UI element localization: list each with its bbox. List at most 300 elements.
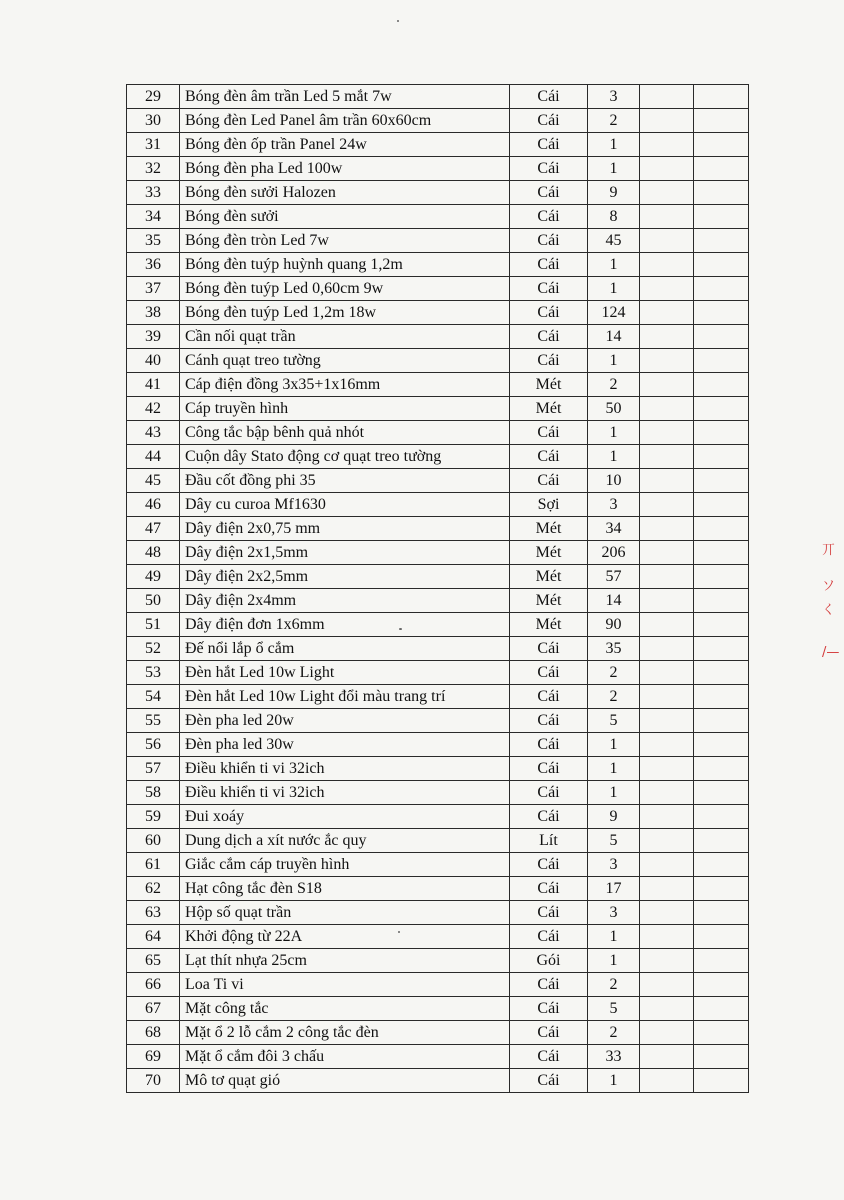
- empty-cell: [694, 301, 749, 325]
- quantity-cell: 17: [588, 877, 640, 901]
- unit-cell: Mét: [510, 397, 588, 421]
- table-row: [127, 589, 749, 613]
- inventory-table-body: [127, 85, 749, 1093]
- row-number-cell: 56: [127, 733, 180, 757]
- row-number-cell: 66: [127, 973, 180, 997]
- unit-cell: Mét: [510, 613, 588, 637]
- empty-cell: [640, 277, 694, 301]
- row-number-cell: 43: [127, 421, 180, 445]
- empty-cell: [694, 397, 749, 421]
- quantity-cell: 124: [588, 301, 640, 325]
- item-name-cell: Bóng đèn sưởi Halozen: [180, 181, 510, 205]
- table-row: [127, 709, 749, 733]
- quantity-cell: 1: [588, 949, 640, 973]
- empty-cell: [640, 901, 694, 925]
- row-number-cell: 59: [127, 805, 180, 829]
- quantity-cell: 3: [588, 853, 640, 877]
- item-name-cell: Giắc cắm cáp truyền hình: [180, 853, 510, 877]
- item-name-cell: Đèn pha led 30w: [180, 733, 510, 757]
- item-name-cell: Điều khiển ti vi 32ich: [180, 757, 510, 781]
- table-row: [127, 325, 749, 349]
- row-number-cell: 31: [127, 133, 180, 157]
- item-name-cell: Khởi động từ 22A: [180, 925, 510, 949]
- quantity-cell: 9: [588, 805, 640, 829]
- quantity-cell: 9: [588, 181, 640, 205]
- empty-cell: [640, 349, 694, 373]
- empty-cell: [640, 469, 694, 493]
- table-row: [127, 373, 749, 397]
- empty-cell: [694, 973, 749, 997]
- empty-cell: [640, 613, 694, 637]
- table-row: [127, 517, 749, 541]
- empty-cell: [694, 949, 749, 973]
- item-name-cell: Dây điện đơn 1x6mm: [180, 613, 510, 637]
- table-row: [127, 157, 749, 181]
- empty-cell: [694, 517, 749, 541]
- unit-cell: Cái: [510, 853, 588, 877]
- row-number-cell: 33: [127, 181, 180, 205]
- item-name-cell: Bóng đèn tuýp Led 0,60cm 9w: [180, 277, 510, 301]
- item-name-cell: Bóng đèn Led Panel âm trần 60x60cm: [180, 109, 510, 133]
- item-name-cell: Cuộn dây Stato động cơ quạt treo tường: [180, 445, 510, 469]
- quantity-cell: 5: [588, 709, 640, 733]
- unit-cell: Cái: [510, 925, 588, 949]
- quantity-cell: 1: [588, 133, 640, 157]
- table-row: [127, 997, 749, 1021]
- row-number-cell: 61: [127, 853, 180, 877]
- unit-cell: Cái: [510, 229, 588, 253]
- unit-cell: Mét: [510, 373, 588, 397]
- unit-cell: Sợi: [510, 493, 588, 517]
- item-name-cell: Điều khiển ti vi 32ich: [180, 781, 510, 805]
- empty-cell: [694, 637, 749, 661]
- empty-cell: [640, 973, 694, 997]
- empty-cell: [694, 589, 749, 613]
- row-number-cell: 41: [127, 373, 180, 397]
- table-row: [127, 901, 749, 925]
- unit-cell: Cái: [510, 325, 588, 349]
- empty-cell: [694, 925, 749, 949]
- empty-cell: [694, 901, 749, 925]
- row-number-cell: 36: [127, 253, 180, 277]
- quantity-cell: 206: [588, 541, 640, 565]
- unit-cell: Mét: [510, 541, 588, 565]
- quantity-cell: 2: [588, 373, 640, 397]
- quantity-cell: 1: [588, 253, 640, 277]
- row-number-cell: 65: [127, 949, 180, 973]
- empty-cell: [640, 829, 694, 853]
- row-number-cell: 53: [127, 661, 180, 685]
- table-row: [127, 613, 749, 637]
- item-name-cell: Lạt thít nhựa 25cm: [180, 949, 510, 973]
- empty-cell: [640, 565, 694, 589]
- row-number-cell: 37: [127, 277, 180, 301]
- empty-cell: [640, 541, 694, 565]
- item-name-cell: Bóng đèn pha Led 100w: [180, 157, 510, 181]
- quantity-cell: 1: [588, 277, 640, 301]
- unit-cell: Cái: [510, 301, 588, 325]
- row-number-cell: 64: [127, 925, 180, 949]
- empty-cell: [640, 925, 694, 949]
- quantity-cell: 57: [588, 565, 640, 589]
- unit-cell: Mét: [510, 565, 588, 589]
- quantity-cell: 3: [588, 85, 640, 109]
- stamp-glyph: ソ: [822, 579, 836, 594]
- empty-cell: [640, 637, 694, 661]
- quantity-cell: 14: [588, 325, 640, 349]
- item-name-cell: Mặt ổ 2 lỗ cắm 2 công tắc đèn: [180, 1021, 510, 1045]
- inventory-table: [126, 84, 749, 1093]
- quantity-cell: 2: [588, 109, 640, 133]
- empty-cell: [640, 1045, 694, 1069]
- row-number-cell: 52: [127, 637, 180, 661]
- empty-cell: [694, 445, 749, 469]
- empty-cell: [694, 613, 749, 637]
- empty-cell: [640, 181, 694, 205]
- unit-cell: Lít: [510, 829, 588, 853]
- empty-cell: [694, 349, 749, 373]
- row-number-cell: 32: [127, 157, 180, 181]
- row-number-cell: 30: [127, 109, 180, 133]
- unit-cell: Cái: [510, 421, 588, 445]
- table-row: [127, 181, 749, 205]
- quantity-cell: 1: [588, 421, 640, 445]
- empty-cell: [640, 517, 694, 541]
- quantity-cell: 1: [588, 781, 640, 805]
- empty-cell: [640, 949, 694, 973]
- empty-cell: [694, 205, 749, 229]
- unit-cell: Cái: [510, 277, 588, 301]
- table-row: [127, 877, 749, 901]
- unit-cell: Cái: [510, 973, 588, 997]
- unit-cell: Cái: [510, 469, 588, 493]
- item-name-cell: Đèn hắt Led 10w Light đổi màu trang trí: [180, 685, 510, 709]
- unit-cell: Cái: [510, 877, 588, 901]
- quantity-cell: 8: [588, 205, 640, 229]
- quantity-cell: 45: [588, 229, 640, 253]
- quantity-cell: 14: [588, 589, 640, 613]
- unit-cell: Cái: [510, 445, 588, 469]
- unit-cell: Mét: [510, 589, 588, 613]
- row-number-cell: 70: [127, 1069, 180, 1093]
- item-name-cell: Đui xoáy: [180, 805, 510, 829]
- quantity-cell: 5: [588, 829, 640, 853]
- item-name-cell: Cánh quạt treo tường: [180, 349, 510, 373]
- table-row: [127, 637, 749, 661]
- empty-cell: [694, 565, 749, 589]
- quantity-cell: 5: [588, 997, 640, 1021]
- table-row: [127, 1045, 749, 1069]
- empty-cell: [694, 685, 749, 709]
- empty-cell: [640, 205, 694, 229]
- empty-cell: [640, 253, 694, 277]
- scan-speck: [397, 20, 399, 22]
- item-name-cell: Cáp truyền hình: [180, 397, 510, 421]
- row-number-cell: 44: [127, 445, 180, 469]
- row-number-cell: 60: [127, 829, 180, 853]
- item-name-cell: Mặt ổ cắm đôi 3 chấu: [180, 1045, 510, 1069]
- item-name-cell: Công tắc bập bênh quả nhót: [180, 421, 510, 445]
- quantity-cell: 10: [588, 469, 640, 493]
- empty-cell: [640, 781, 694, 805]
- unit-cell: Cái: [510, 637, 588, 661]
- quantity-cell: 1: [588, 445, 640, 469]
- row-number-cell: 58: [127, 781, 180, 805]
- empty-cell: [694, 1069, 749, 1093]
- stamp-glyph: /—: [822, 645, 840, 660]
- empty-cell: [640, 157, 694, 181]
- table-row: [127, 853, 749, 877]
- empty-cell: [694, 277, 749, 301]
- table-row: [127, 757, 749, 781]
- item-name-cell: Dây điện 2x4mm: [180, 589, 510, 613]
- empty-cell: [640, 733, 694, 757]
- row-number-cell: 42: [127, 397, 180, 421]
- empty-cell: [640, 757, 694, 781]
- empty-cell: [694, 421, 749, 445]
- table-row: [127, 805, 749, 829]
- empty-cell: [640, 133, 694, 157]
- item-name-cell: Dung dịch a xít nước ắc quy: [180, 829, 510, 853]
- quantity-cell: 90: [588, 613, 640, 637]
- quantity-cell: 50: [588, 397, 640, 421]
- empty-cell: [694, 229, 749, 253]
- unit-cell: Cái: [510, 181, 588, 205]
- item-name-cell: Đế nổi lắp ổ cắm: [180, 637, 510, 661]
- empty-cell: [694, 877, 749, 901]
- item-name-cell: Bóng đèn tuýp Led 1,2m 18w: [180, 301, 510, 325]
- quantity-cell: 1: [588, 157, 640, 181]
- unit-cell: Cái: [510, 997, 588, 1021]
- row-number-cell: 54: [127, 685, 180, 709]
- quantity-cell: 1: [588, 1069, 640, 1093]
- item-name-cell: Mặt công tắc: [180, 997, 510, 1021]
- row-number-cell: 67: [127, 997, 180, 1021]
- unit-cell: Gói: [510, 949, 588, 973]
- row-number-cell: 34: [127, 205, 180, 229]
- item-name-cell: Hạt công tắc đèn S18: [180, 877, 510, 901]
- row-number-cell: 39: [127, 325, 180, 349]
- empty-cell: [640, 589, 694, 613]
- item-name-cell: Cần nối quạt trần: [180, 325, 510, 349]
- item-name-cell: Bóng đèn tuýp huỳnh quang 1,2m: [180, 253, 510, 277]
- empty-cell: [640, 805, 694, 829]
- quantity-cell: 2: [588, 973, 640, 997]
- empty-cell: [694, 829, 749, 853]
- item-name-cell: Mô tơ quạt gió: [180, 1069, 510, 1093]
- empty-cell: [640, 373, 694, 397]
- row-number-cell: 57: [127, 757, 180, 781]
- item-name-cell: Bóng đèn sưởi: [180, 205, 510, 229]
- empty-cell: [640, 1021, 694, 1045]
- empty-cell: [694, 325, 749, 349]
- row-number-cell: 40: [127, 349, 180, 373]
- table-row: [127, 229, 749, 253]
- table-row: [127, 541, 749, 565]
- empty-cell: [640, 661, 694, 685]
- row-number-cell: 47: [127, 517, 180, 541]
- table-row: [127, 949, 749, 973]
- quantity-cell: 1: [588, 925, 640, 949]
- table-row: [127, 397, 749, 421]
- table-row: [127, 1069, 749, 1093]
- table-row: [127, 253, 749, 277]
- row-number-cell: 29: [127, 85, 180, 109]
- stamp-glyph: く: [822, 603, 836, 618]
- table-row: [127, 685, 749, 709]
- item-name-cell: Dây điện 2x0,75 mm: [180, 517, 510, 541]
- unit-cell: Cái: [510, 781, 588, 805]
- empty-cell: [694, 541, 749, 565]
- empty-cell: [640, 109, 694, 133]
- quantity-cell: 3: [588, 901, 640, 925]
- empty-cell: [694, 805, 749, 829]
- empty-cell: [640, 853, 694, 877]
- empty-cell: [640, 877, 694, 901]
- empty-cell: [694, 757, 749, 781]
- unit-cell: Cái: [510, 685, 588, 709]
- item-name-cell: Dây điện 2x1,5mm: [180, 541, 510, 565]
- empty-cell: [694, 469, 749, 493]
- margin-stamp: [822, 540, 844, 690]
- empty-cell: [640, 493, 694, 517]
- empty-cell: [694, 493, 749, 517]
- empty-cell: [640, 301, 694, 325]
- table-row: [127, 973, 749, 997]
- item-name-cell: Loa Ti vi: [180, 973, 510, 997]
- unit-cell: Cái: [510, 757, 588, 781]
- table-row: [127, 829, 749, 853]
- row-number-cell: 69: [127, 1045, 180, 1069]
- table-row: [127, 277, 749, 301]
- item-name-cell: Đèn hắt Led 10w Light: [180, 661, 510, 685]
- table-row: [127, 205, 749, 229]
- item-name-cell: Dây cu curoa Mf1630: [180, 493, 510, 517]
- unit-cell: Cái: [510, 1069, 588, 1093]
- row-number-cell: 38: [127, 301, 180, 325]
- empty-cell: [694, 157, 749, 181]
- row-number-cell: 68: [127, 1021, 180, 1045]
- unit-cell: Cái: [510, 709, 588, 733]
- quantity-cell: 3: [588, 493, 640, 517]
- table-row: [127, 661, 749, 685]
- table-row: [127, 469, 749, 493]
- empty-cell: [640, 1069, 694, 1093]
- empty-cell: [694, 373, 749, 397]
- empty-cell: [640, 397, 694, 421]
- item-name-cell: Dây điện 2x2,5mm: [180, 565, 510, 589]
- unit-cell: Cái: [510, 157, 588, 181]
- row-number-cell: 63: [127, 901, 180, 925]
- item-name-cell: Đầu cốt đồng phi 35: [180, 469, 510, 493]
- table-row: [127, 565, 749, 589]
- empty-cell: [640, 325, 694, 349]
- row-number-cell: 35: [127, 229, 180, 253]
- unit-cell: Cái: [510, 253, 588, 277]
- empty-cell: [694, 1045, 749, 1069]
- quantity-cell: 35: [588, 637, 640, 661]
- unit-cell: Cái: [510, 733, 588, 757]
- table-row: [127, 133, 749, 157]
- row-number-cell: 46: [127, 493, 180, 517]
- unit-cell: Mét: [510, 517, 588, 541]
- item-name-cell: Đèn pha led 20w: [180, 709, 510, 733]
- empty-cell: [640, 997, 694, 1021]
- unit-cell: Cái: [510, 133, 588, 157]
- item-name-cell: Bóng đèn âm trần Led 5 mắt 7w: [180, 85, 510, 109]
- item-name-cell: Cáp điện đồng 3x35+1x16mm: [180, 373, 510, 397]
- table-row: [127, 781, 749, 805]
- row-number-cell: 50: [127, 589, 180, 613]
- row-number-cell: 45: [127, 469, 180, 493]
- table-row: [127, 109, 749, 133]
- table-row: [127, 301, 749, 325]
- table-row: [127, 445, 749, 469]
- empty-cell: [640, 445, 694, 469]
- unit-cell: Cái: [510, 349, 588, 373]
- item-name-cell: Bóng đèn ốp trần Panel 24w: [180, 133, 510, 157]
- quantity-cell: 2: [588, 685, 640, 709]
- quantity-cell: 33: [588, 1045, 640, 1069]
- table-row: [127, 925, 749, 949]
- quantity-cell: 1: [588, 757, 640, 781]
- unit-cell: Cái: [510, 661, 588, 685]
- unit-cell: Cái: [510, 1045, 588, 1069]
- quantity-cell: 34: [588, 517, 640, 541]
- row-number-cell: 49: [127, 565, 180, 589]
- unit-cell: Cái: [510, 1021, 588, 1045]
- empty-cell: [640, 709, 694, 733]
- empty-cell: [694, 709, 749, 733]
- unit-cell: Cái: [510, 205, 588, 229]
- empty-cell: [640, 229, 694, 253]
- empty-cell: [694, 781, 749, 805]
- table-row: [127, 85, 749, 109]
- empty-cell: [694, 85, 749, 109]
- unit-cell: Cái: [510, 109, 588, 133]
- empty-cell: [640, 685, 694, 709]
- stamp-glyph: 丌: [822, 543, 836, 558]
- item-name-cell: Hộp số quạt trần: [180, 901, 510, 925]
- table-row: [127, 421, 749, 445]
- empty-cell: [640, 421, 694, 445]
- quantity-cell: 1: [588, 349, 640, 373]
- empty-cell: [694, 853, 749, 877]
- empty-cell: [640, 85, 694, 109]
- empty-cell: [694, 133, 749, 157]
- unit-cell: Cái: [510, 805, 588, 829]
- empty-cell: [694, 1021, 749, 1045]
- empty-cell: [694, 109, 749, 133]
- row-number-cell: 51: [127, 613, 180, 637]
- empty-cell: [694, 253, 749, 277]
- quantity-cell: 2: [588, 1021, 640, 1045]
- quantity-cell: 2: [588, 661, 640, 685]
- empty-cell: [694, 997, 749, 1021]
- table-row: [127, 733, 749, 757]
- empty-cell: [694, 181, 749, 205]
- empty-cell: [694, 661, 749, 685]
- table-row: [127, 493, 749, 517]
- unit-cell: Cái: [510, 85, 588, 109]
- table-row: [127, 1021, 749, 1045]
- item-name-cell: Bóng đèn tròn Led 7w: [180, 229, 510, 253]
- table-row: [127, 349, 749, 373]
- row-number-cell: 48: [127, 541, 180, 565]
- quantity-cell: 1: [588, 733, 640, 757]
- row-number-cell: 55: [127, 709, 180, 733]
- empty-cell: [694, 733, 749, 757]
